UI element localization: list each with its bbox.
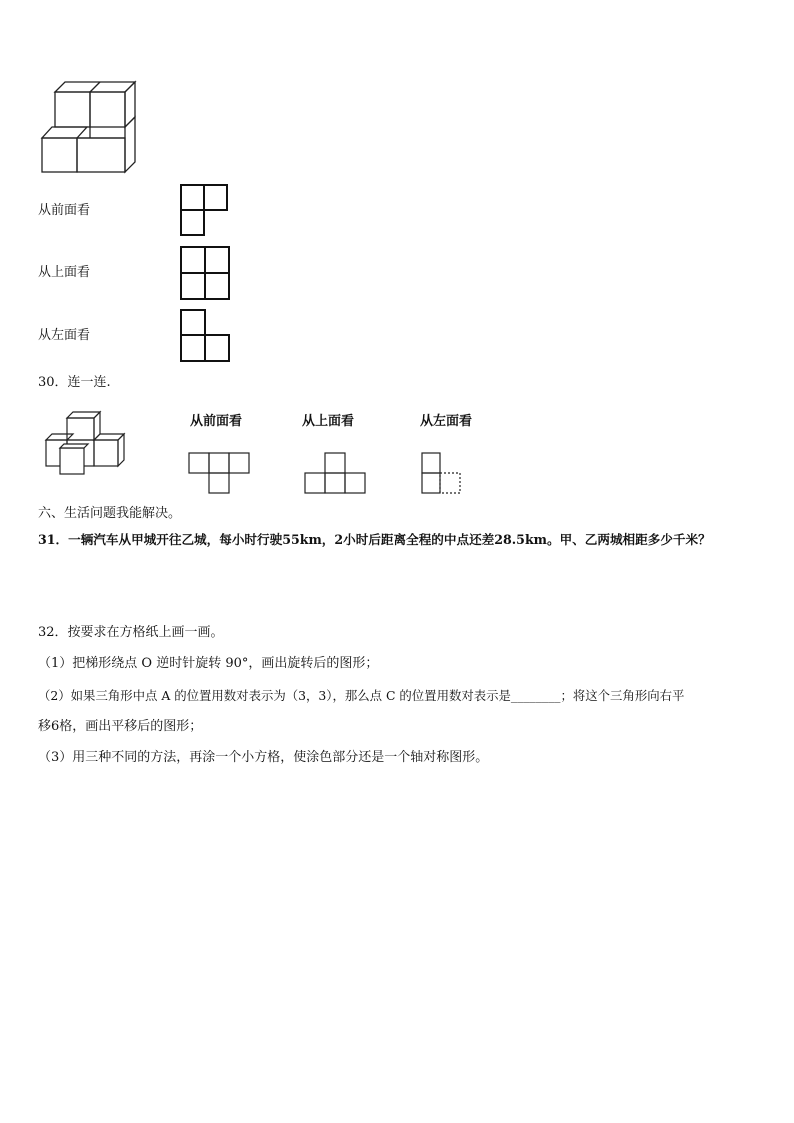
front-view-grid — [180, 184, 230, 238]
view-label-left: 从左面看 — [38, 328, 91, 343]
q31-text: 31．一辆汽车从甲城开往乙城，每小时行驶55km，2小时后距离全程的中点还差28.5km。甲、乙两城相距多少千米？ — [38, 532, 711, 547]
q30-cube-figure — [42, 408, 132, 478]
q30-title: 30．连一连. — [38, 375, 111, 390]
q32-part2-line2: 移6格，画出平移后的图形； — [38, 719, 203, 734]
q30-shape-b — [304, 452, 368, 496]
left-view-grid — [180, 309, 232, 363]
view-label-top: 从上面看 — [38, 265, 91, 280]
q30-shape-c — [421, 452, 465, 496]
q32-part2-line1: （2）如果三角形中点 A 的位置用数对表示为（3，3），那么点 C 的位置用数对表示是________；将这个三角形向右平 — [38, 688, 685, 703]
q32-title: 32．按要求在方格纸上画一画。 — [38, 625, 224, 640]
q32-part3: （3）用三种不同的方法，再涂一个小方格，使涂色部分还是一个轴对称图形。 — [38, 750, 489, 765]
q30-label-left: 从左面看 — [420, 414, 473, 429]
q30-shape-a — [188, 452, 252, 496]
top-view-grid — [180, 246, 232, 302]
section-title: 六、生活问题我能解决。 — [38, 506, 182, 521]
cube-stack-figure — [40, 80, 135, 175]
q30-label-front: 从前面看 — [190, 414, 243, 429]
view-label-front: 从前面看 — [38, 203, 91, 218]
q30-label-top: 从上面看 — [302, 414, 355, 429]
q32-part1: （1）把梯形绕点 O 逆时针旋转 90°，画出旋转后的图形； — [38, 656, 379, 671]
